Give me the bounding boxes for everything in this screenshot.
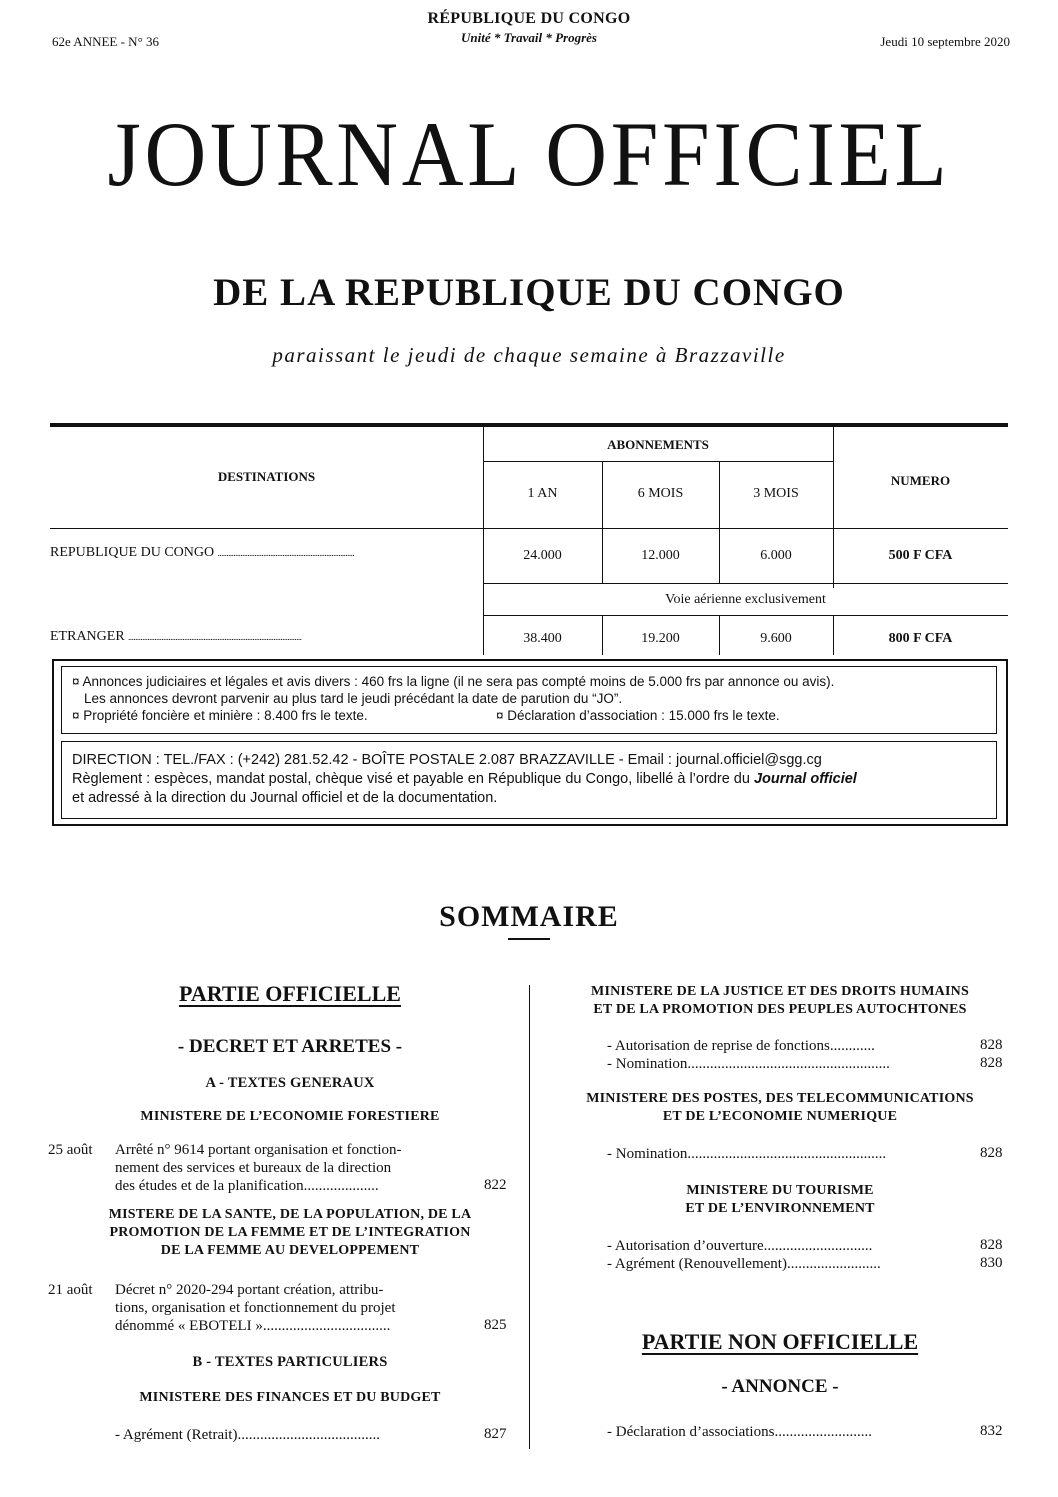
destination-etranger: ETRANGER ...................................................................................................: [50, 629, 302, 644]
journal-tagline: paraissant le jeudi de chaque semaine à Brazzaville: [272, 343, 786, 367]
entry-arrete-9614: Arrêté n° 9614 portant organisation et fonction- nement des services et bureaux de la direction des études et de la planification....................: [115, 1142, 402, 1194]
entry-page-832: 832: [980, 1423, 1003, 1439]
direction-address: et adressé à la direction du Journal officiel et de la documentation.: [72, 790, 498, 806]
annonce-heading: - ANNONCE -: [721, 1376, 839, 1397]
table-top-rule: [50, 423, 1008, 427]
congo-6mois: 12.000: [641, 548, 680, 563]
entry-autorisation-ouverture: - Autorisation d’ouverture.............................: [607, 1238, 873, 1254]
issue-date: Jeudi 10 septembre 2020: [880, 34, 1010, 49]
abonnements-header: ABONNEMENTS: [607, 437, 709, 452]
entry-page-828-b: 828: [980, 1055, 1003, 1071]
notice-line-2: Les annonces devront parvenir au plus tard le jeudi précédant la date de parution du “JO”.: [84, 691, 623, 706]
period-3mois: 3 MOIS: [753, 486, 799, 501]
notice-line-1: ¤ Annonces judiciaires et légales et avis divers : 460 frs la ligne (il ne sera pas compté moins de 5.000 frs par annonce ou avis).: [72, 674, 835, 689]
notices-box: [61, 666, 997, 734]
destination-congo: REPUBLIQUE DU CONGO ..............................................................................: [50, 545, 355, 560]
sommaire-rule: [508, 938, 550, 940]
entry-agrement-retrait: - Agrément (Retrait)......................................: [115, 1427, 380, 1443]
journal-subtitle: DE LA REPUBLIQUE DU CONGO: [213, 271, 845, 314]
ministry-justice: MINISTERE DE LA JUSTICE ET DES DROITS HUMAINS ET DE LA PROMOTION DES PEUPLES AUTOCHTONES: [591, 984, 969, 1017]
numero-header: NUMERO: [890, 473, 951, 488]
destinations-header: DESTINATIONS: [217, 469, 316, 484]
notice-property: ¤ Propriété foncière et minière : 8.400 frs le texte.: [72, 708, 368, 723]
direction-contact: DIRECTION : TEL./FAX : (+242) 281.52.42 - BOÎTE POSTALE 2.087 BRAZZAVILLE - Email : journal.officiel@sgg.cg: [72, 752, 822, 768]
subscription-table: [50, 423, 1008, 655]
entry-page-828-d: 828: [980, 1237, 1003, 1253]
entry-agrement-renouvellement: - Agrément (Renouvellement).........................: [607, 1256, 881, 1272]
ministry-tourisme: MINISTERE DU TOURISME ET DE L’ENVIRONNEMENT: [685, 1183, 875, 1216]
ministry-economie-forestiere: MINISTERE DE L’ECONOMIE FORESTIERE: [140, 1109, 440, 1124]
ministry-sante: MISTERE DE LA SANTE, DE LA POPULATION, DE LA PROMOTION DE LA FEMME ET DE L’INTEGRATION DE LA FEMME AU DEVELOPPEMENT: [108, 1207, 472, 1258]
issue-number: 62e ANNEE - N° 36: [52, 34, 160, 49]
table-header-rule: [50, 528, 1008, 529]
decret-arretes-heading: - DECRET ET ARRETES -: [177, 1036, 403, 1057]
national-motto: Unité * Travail * Progrès: [460, 30, 597, 45]
notice-association: ¤ Déclaration d’association : 15.000 frs le texte.: [496, 708, 780, 723]
congo-1an: 24.000: [523, 548, 562, 563]
textes-generaux-heading: A - TEXTES GENERAUX: [205, 1075, 375, 1091]
entry-date-21-aout: 21 août: [48, 1282, 93, 1298]
direction-payment: Règlement : espèces, mandat postal, chèque visé et payable en République du Congo, libellé à l’ordre du Journal officiel: [72, 771, 857, 787]
textes-particuliers-heading: B - TEXTES PARTICULIERS: [192, 1354, 388, 1370]
entry-page-828-c: 828: [980, 1145, 1003, 1161]
republic-name: RÉPUBLIQUE DU CONGO: [427, 10, 631, 27]
entry-page-827: 827: [484, 1426, 507, 1442]
entry-nomination-postes: - Nomination.....................................................: [607, 1146, 887, 1162]
direction-box: [61, 741, 997, 819]
partie-officielle-heading: PARTIE OFFICIELLE: [179, 981, 401, 1006]
air-mail-note: Voie aérienne exclusivement: [665, 592, 826, 607]
entry-decret-2020-294: Décret n° 2020-294 portant création, attribu- tions, organisation et fonctionnement du projet dénommé « EBOTELI »..................................: [115, 1282, 396, 1334]
entry-date-25-aout: 25 août: [48, 1142, 93, 1158]
etranger-numero: 800 F CFA: [888, 631, 953, 646]
period-1an: 1 AN: [527, 486, 558, 501]
period-6mois: 6 MOIS: [637, 486, 684, 501]
entry-page-830: 830: [980, 1255, 1003, 1271]
etranger-1an: 38.400: [523, 631, 562, 646]
entry-nomination-justice: - Nomination......................................................: [607, 1056, 890, 1072]
entry-declaration-associations: - Déclaration d’associations..........................: [607, 1424, 872, 1440]
entry-page-828-a: 828: [980, 1037, 1003, 1053]
entry-page-822: 822: [484, 1177, 507, 1193]
ministry-postes: MINISTERE DES POSTES, DES TELECOMMUNICATIONS ET DE L’ECONOMIE NUMERIQUE: [586, 1091, 974, 1124]
entry-autorisation-reprise: - Autorisation de reprise de fonctions............: [607, 1038, 875, 1054]
partie-non-officielle-heading: PARTIE NON OFFICIELLE: [641, 1329, 919, 1354]
etranger-6mois: 19.200: [641, 631, 680, 646]
congo-3mois: 6.000: [760, 548, 792, 563]
entry-page-825: 825: [484, 1317, 507, 1333]
journal-title: JOURNAL OFFICIEL: [107, 103, 951, 205]
congo-numero: 500 F CFA: [888, 548, 953, 563]
ministry-finances: MINISTERE DES FINANCES ET DU BUDGET: [139, 1390, 441, 1405]
sommaire-title: SOMMAIRE: [439, 900, 619, 933]
etranger-3mois: 9.600: [760, 631, 792, 646]
